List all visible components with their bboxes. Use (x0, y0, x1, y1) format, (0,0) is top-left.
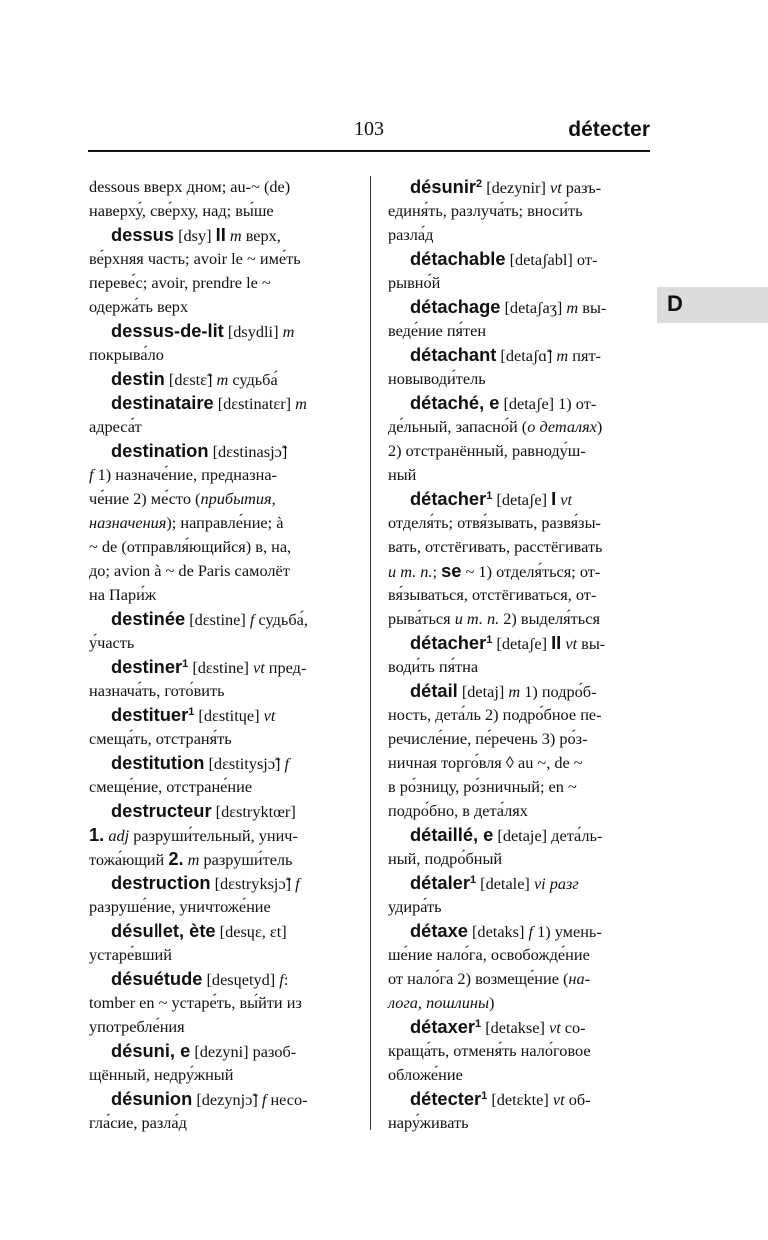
dictionary-line: désuni, e [dezyni] разоб- (111, 1040, 297, 1061)
dictionary-line: тожа́ющий 2. m разруши́тель (89, 848, 293, 869)
column-divider (370, 176, 371, 1130)
dictionary-line: краща́ть, отменя́ть нало́говое (388, 1041, 591, 1060)
dictionary-line: вать, отстёгивать, расстёгивать (388, 537, 603, 556)
dictionary-line: рывно́й (388, 273, 441, 292)
dictionary-line: и т. п.; se ~ 1) отделя́ться; от- (388, 560, 601, 581)
dictionary-line: щённый, недру́жный (89, 1065, 234, 1084)
dictionary-line: лога, пошлины) (388, 993, 495, 1012)
dictionary-line: destiner$^1$ [dɛstine] vt пред- (111, 656, 307, 677)
dictionary-line: адреса́т (89, 417, 142, 436)
dictionary-line: употребле́ния (89, 1017, 185, 1036)
dictionary-line: f 1) назначе́ние, предназна- (89, 465, 277, 484)
dictionary-line: ный (388, 465, 417, 484)
dictionary-line: désunion [dezynjɔ̃] f несо- (111, 1088, 308, 1109)
dictionary-line: че́ние 2) ме́сто (прибытия, (89, 489, 276, 508)
dictionary-line: на Пари́ж (89, 585, 157, 604)
dictionary-line: разруше́ние, уничтоже́ние (89, 897, 271, 916)
dictionary-line: назначения); направле́ние; à (89, 513, 284, 532)
dictionary-line: единя́ть, разлуча́ть; вноси́ть (388, 201, 583, 220)
dictionary-line: détaxer$^1$ [detakse] vt со- (410, 1016, 586, 1037)
dictionary-line: ~ de (отправля́ющийся) в, на, (89, 537, 292, 556)
dictionary-line: покрыва́ло (89, 345, 164, 364)
dictionary-line: разла́д (388, 225, 434, 244)
dictionary-line: détacher$^1$ [detaʃe] II vt вы- (410, 632, 606, 653)
running-head: détecter (568, 118, 650, 141)
dictionary-line: détachant [detaʃɑ̃] m пят- (410, 344, 601, 365)
thumb-index-tab (657, 287, 768, 323)
dictionary-line: новыводи́тель (388, 369, 486, 388)
dictionary-line: détachage [detaʃaʒ] m вы- (410, 296, 607, 317)
dictionary-line: ный, подро́бный (388, 849, 503, 868)
dictionary-line: 2) отстранённый, равноду́ш- (388, 441, 586, 460)
dictionary-line: détaxe [detaks] f 1) умень- (410, 920, 602, 941)
dictionary-line: destinataire [dɛstinatɛr] m (111, 392, 307, 413)
dictionary-line: désunir$^2$ [dezynir] vt разъ- (410, 176, 602, 197)
dictionary-line: ность, дета́ль 2) подро́бное пе- (388, 705, 602, 724)
dictionary-line: води́ть пя́тна (388, 657, 479, 676)
dictionary-line: destruction [dɛstryksjɔ̃] f (111, 872, 300, 893)
dictionary-line: в ро́зницу, ро́зничный; en ~ (388, 777, 577, 796)
dictionary-line: dessous вверх дном; au-~ (de) (89, 177, 291, 196)
dictionary-line: вя́зываться, отстёгиваться, от- (388, 585, 597, 604)
dictionary-line: де́льный, запасно́й (о деталях) (388, 417, 603, 436)
dictionary-line: détaler$^1$ [detale] vi разг (410, 872, 579, 893)
dictionary-line: tomber en ~ устаре́ть, вы́йти из (89, 993, 302, 1012)
dictionary-line: ничная торго́вля ◊ au ~, de ~ (388, 753, 583, 772)
page-number: 103 (354, 118, 384, 140)
dictionary-line: ве́рхняя часть; avoir le ~ име́ть (89, 249, 301, 268)
dictionary-line: détail [detaj] m 1) подро́б- (410, 680, 597, 701)
header-rule (88, 150, 650, 152)
dictionary-line: смеща́ть, отстраня́ть (89, 729, 232, 748)
dictionary-line: удира́ть (388, 897, 442, 916)
dictionary-line: от нало́га 2) возмеще́ние (на- (388, 969, 591, 988)
dictionary-line: переве́с; avoir, prendre le ~ (89, 273, 271, 292)
dictionary-line: назнача́ть, гото́вить (89, 681, 225, 700)
dictionary-line: destin [dɛstɛ̃] m судьба́ (111, 368, 278, 389)
dictionary-line: destination [dɛstinasjɔ̃] (111, 440, 288, 461)
dictionary-line: détaillé, e [detaje] дета́ль- (410, 824, 603, 845)
dictionary-line: détaché, e [detaʃe] 1) от- (410, 392, 597, 413)
dictionary-line: речисле́ние, пе́речень 3) ро́з- (388, 729, 588, 748)
thumb-index-letter: D (667, 291, 683, 316)
dictionary-line: détacher$^1$ [detaʃe] I vt (410, 488, 573, 509)
dictionary-line: подро́бно, в дета́лях (388, 801, 528, 820)
dictionary-line: гла́сие, разла́д (89, 1113, 187, 1132)
dictionary-line: одержа́ть верх (89, 297, 189, 316)
dictionary-line: dessus [dsy] II m верх, (111, 224, 281, 245)
dictionary-line: destructeur [dɛstryktœr] (111, 800, 296, 821)
dictionary-line: наверху́, све́рху, над; вы́ше (89, 201, 274, 220)
dictionary-line: détecter$^1$ [detɛkte] vt об- (410, 1088, 591, 1109)
dictionary-line: détachable [detaʃabl] от- (410, 248, 598, 269)
dictionary-line: désuétude [desɥetyd] f: (111, 968, 289, 989)
dictionary-line: рыва́ться и т. п. 2) выделя́ться (388, 609, 600, 628)
dictionary-line: смеще́ние, отстране́ние (89, 777, 253, 796)
dictionary-line: désu‖et, ète [desɥɛ, ɛt] (111, 920, 287, 941)
dictionary-line: обложе́ние (388, 1065, 463, 1084)
dictionary-line: dessus-de-lit [dsydli] m (111, 320, 295, 341)
dictionary-line: destituer$^1$ [dɛstitɥe] vt (111, 704, 276, 725)
dictionary-line: отделя́ть; отвя́зывать, развя́зы- (388, 513, 601, 532)
right-column (388, 175, 652, 1135)
dictionary-line: устаре́вший (89, 945, 172, 964)
dictionary-line: до; avion à ~ de Paris самолёт (89, 561, 290, 580)
dictionary-line: destinée [dɛstine] f судьба́, (111, 608, 308, 629)
dictionary-line: 1. adj разруши́тельный, унич- (89, 824, 298, 845)
dictionary-line: ше́ние нало́га, освобожде́ние (388, 945, 590, 964)
dictionary-line: у́часть (89, 633, 135, 652)
dictionary-line: destitution [dɛstitysjɔ̃] f (111, 752, 290, 773)
left-column (89, 175, 355, 1135)
dictionary-line: нару́живать (388, 1113, 469, 1132)
dictionary-line: веде́ние пя́тен (388, 321, 487, 340)
